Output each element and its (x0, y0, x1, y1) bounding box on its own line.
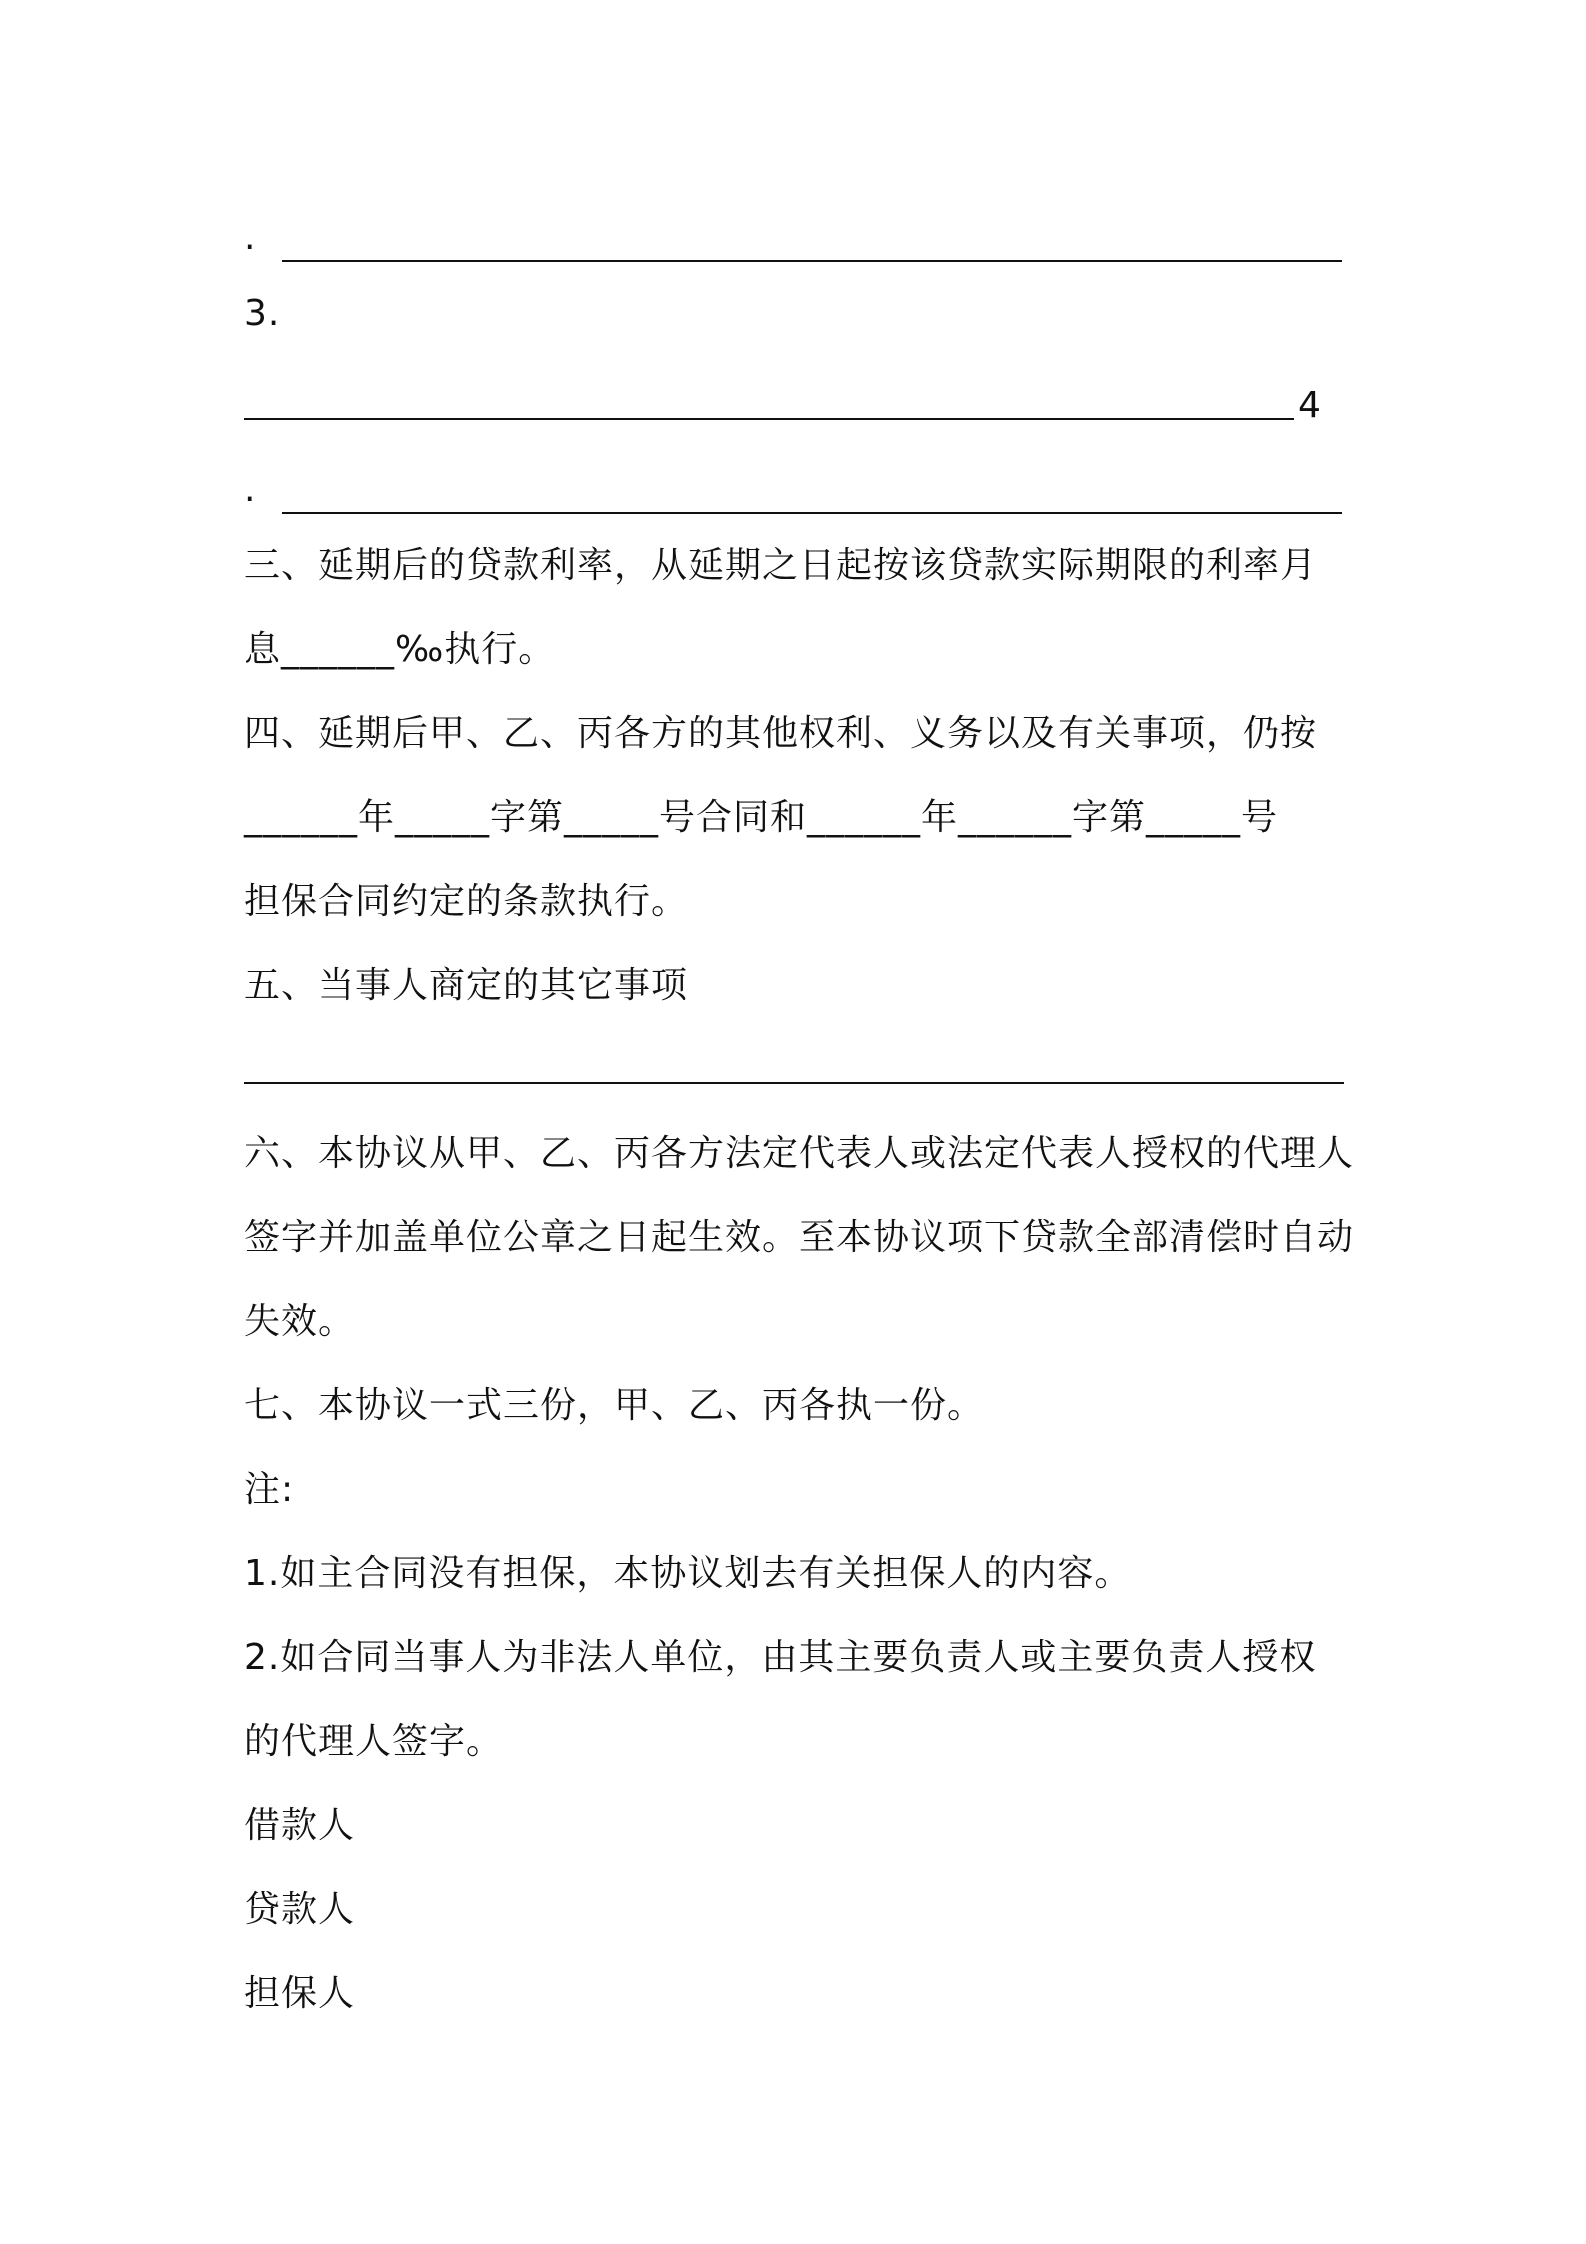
note-label: 注: (244, 1469, 295, 1510)
signature-lender: 贷款人 (244, 1889, 356, 1930)
note-item: 1.如主合同没有担保，本协议划去有关担保人的内容。 (244, 1553, 1132, 1594)
clause-4-text: 四、延期后甲、乙、丙各方的其他权利、义务以及有关事项，仍按 (244, 713, 1318, 754)
bullet-dot: · (244, 479, 256, 520)
clause-5-text: 五、当事人商定的其它事项 (244, 965, 689, 1006)
blank-fill-line (244, 384, 1324, 428)
clause-4-text: 担保合同约定的条款执行。 (244, 881, 689, 922)
blank-fill-line (244, 226, 1344, 270)
clause-6-text: 失效。 (244, 1301, 356, 1342)
signature-guarantor: 担保人 (244, 1973, 356, 2014)
clause-6-text: 六、本协议从甲、乙、丙各方法定代表人或法定代表人授权的代理人 (244, 1133, 1355, 1174)
clause-3-text: 三、延期后的贷款利率，从延期之日起按该贷款实际期限的利率月 (244, 545, 1318, 586)
clause-6-text: 签字并加盖单位公章之日起生效。至本协议项下贷款全部清偿时自动 (244, 1217, 1355, 1258)
item-number: 4 (1298, 385, 1321, 426)
bullet-dot: · (244, 227, 256, 268)
clause-4-text: ______年_____字第_____号合同和______年______字第_____号 (244, 797, 1279, 838)
underline (282, 260, 1342, 262)
underline (244, 418, 1294, 420)
blank-fill-line (244, 478, 1344, 522)
note-item: 的代理人签字。 (244, 1721, 504, 1762)
clause-3-text: 息______‰执行。 (244, 629, 556, 670)
blank-fill-line (244, 1048, 1344, 1092)
clause-7-text: 七、本协议一式三份，甲、乙、丙各执一份。 (244, 1385, 985, 1426)
item-number: 3. (244, 293, 281, 334)
underline (244, 1082, 1344, 1084)
signature-borrower: 借款人 (244, 1805, 356, 1846)
note-item: 2.如合同当事人为非法人单位，由其主要负责人或主要负责人授权 (244, 1637, 1317, 1678)
underline (282, 512, 1342, 514)
